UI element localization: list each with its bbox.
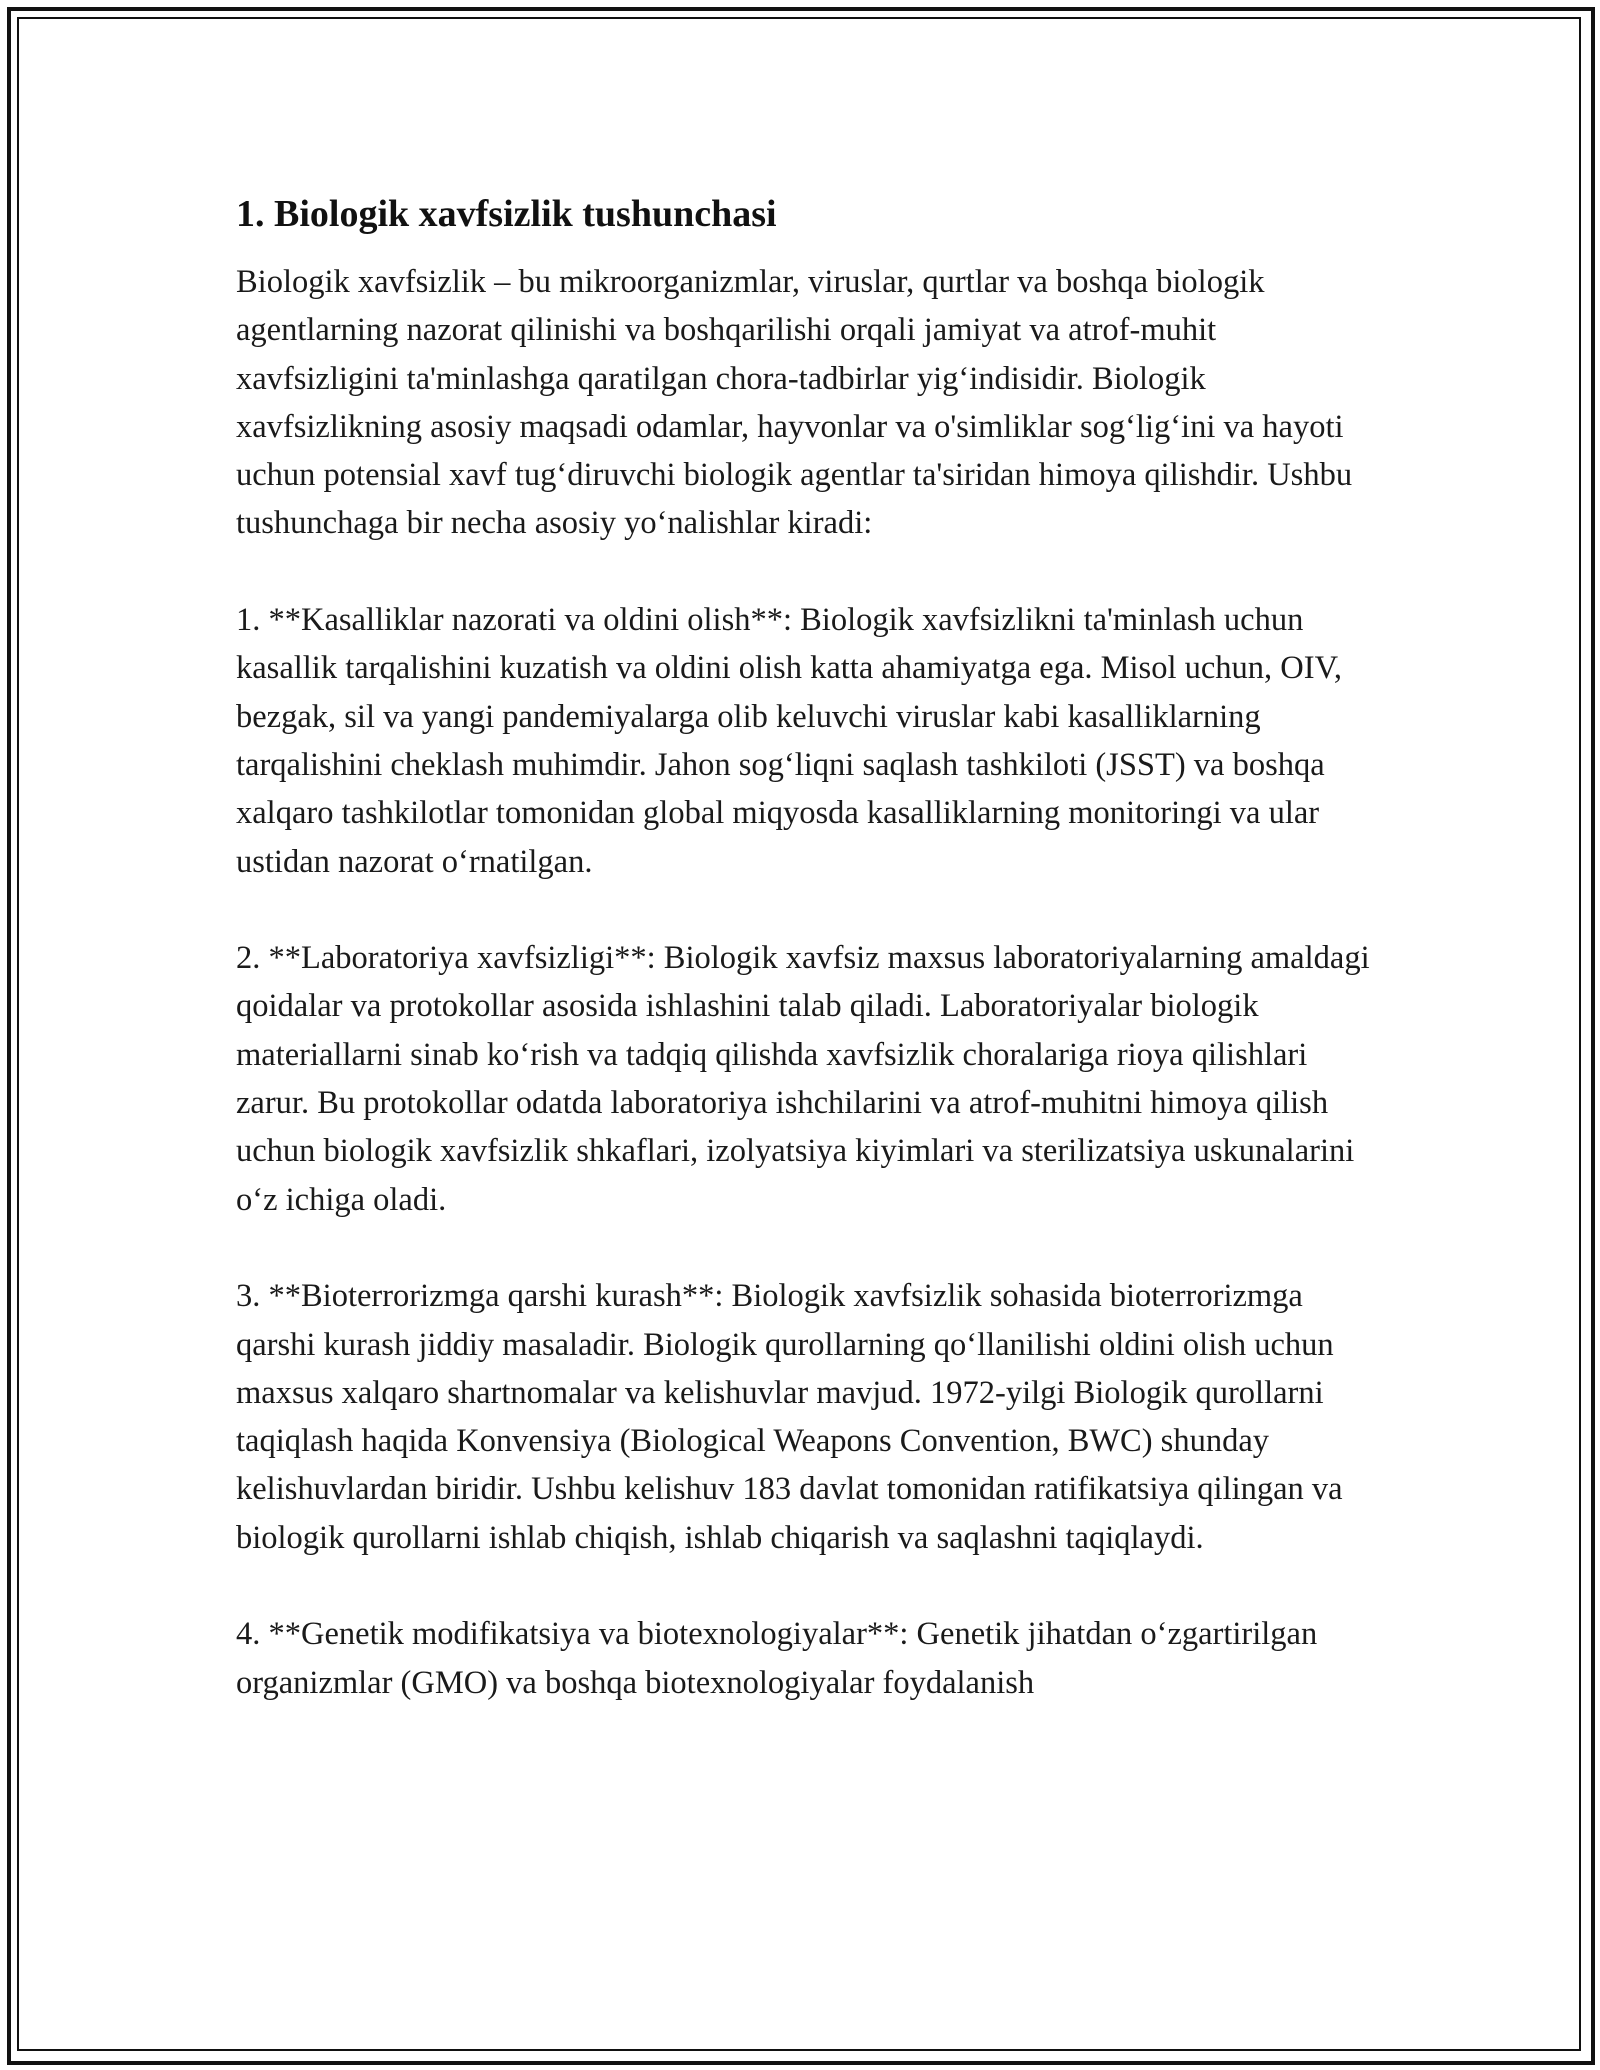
intro-paragraph: Biologik xavfsizlik – bu mikroorganizmlar, viruslar, qurtlar va boshqa biologik agentlarning nazorat qilinishi va boshqarilishi orqali jamiyat va atrof-muhit xavfsizligini ta'minlashga qaratilgan chora-tadbirlar yig‘indisidir. Biologik xavfsizlikning asosiy maqsadi odamlar, hayvonlar va o'simliklar sog‘lig‘ini va hayoti uchun potensial xavf tug‘diruvchi biologik agentlar ta'siridan himoya qilishdir. Ushbu tushunchaga bir necha asosiy yo‘nalishlar kiradi: xyxy=(236,264,1353,542)
paragraph-disease-control: 1. **Kasalliklar nazorati va oldini olish**: Biologik xavfsizlikni ta'minlash uchun kasallik tarqalishini kuzatish va oldini olish katta ahamiyatga ega. Misol uchun, OIV, bezgak, sil va yangi pandemiyalarga olib keluvchi viruslar kabi kasalliklarning tarqalishini cheklash muhimdir. Jahon sog‘liqni saqlash tashkiloti (JSST) va boshqa xalqaro tashkilotlar tomonidan global miqyosda kasalliklarning monitoringi va ular ustidan nazorat o‘rnatilgan. xyxy=(236,602,1342,880)
document-body xyxy=(236,184,1376,1707)
paragraph-bioterrorism: 3. **Bioterrorizmga qarshi kurash**: Biologik xavfsizlik sohasida bioterrorizmga qarshi kurash jiddiy masaladir. Biologik qurollarning qo‘llanilishi oldini olish uchun maxsus xalqaro shartnomalar va kelishuvlar mavjud. 1972-yilgi Biologik qurollarni taqiqlash haqida Konvensiya (Biological Weapons Convention, BWC) shunday kelishuvlardan biridir. Ushbu kelishuv 183 davlat tomonidan ratifikatsiya qilingan va biologik qurollarni ishlab chiqish, ishlab chiqarish va saqlashni taqiqlaydi. xyxy=(236,1278,1343,1556)
section-heading: 1. Biologik xavfsizlik tushunchasi xyxy=(236,193,777,235)
paragraph-genetic-modification: 4. **Genetik modifikatsiya va biotexnologiyalar**: Genetik jihatdan o‘zgartirilgan organizmlar (GMO) va boshqa biotexnologiyalar foydalanish xyxy=(236,1616,1318,1701)
paragraph-laboratory-safety: 2. **Laboratoriya xavfsizligi**: Biologik xavfsiz maxsus laboratoriyalarning amaldagi qoidalar va protokollar asosida ishlashini talab qiladi. Laboratoriyalar biologik materiallarni sinab ko‘rish va tadqiq qilishda xavfsizlik choralariga rioya qilishlari zarur. Bu protokollar odatda laboratoriya ishchilarini va atrof-muhitni himoya qilish uchun biologik xavfsizlik shkaflari, izolyatsiya kiyimlari va sterilizatsiya uskunalarini o‘z ichiga oladi. xyxy=(236,940,1370,1218)
